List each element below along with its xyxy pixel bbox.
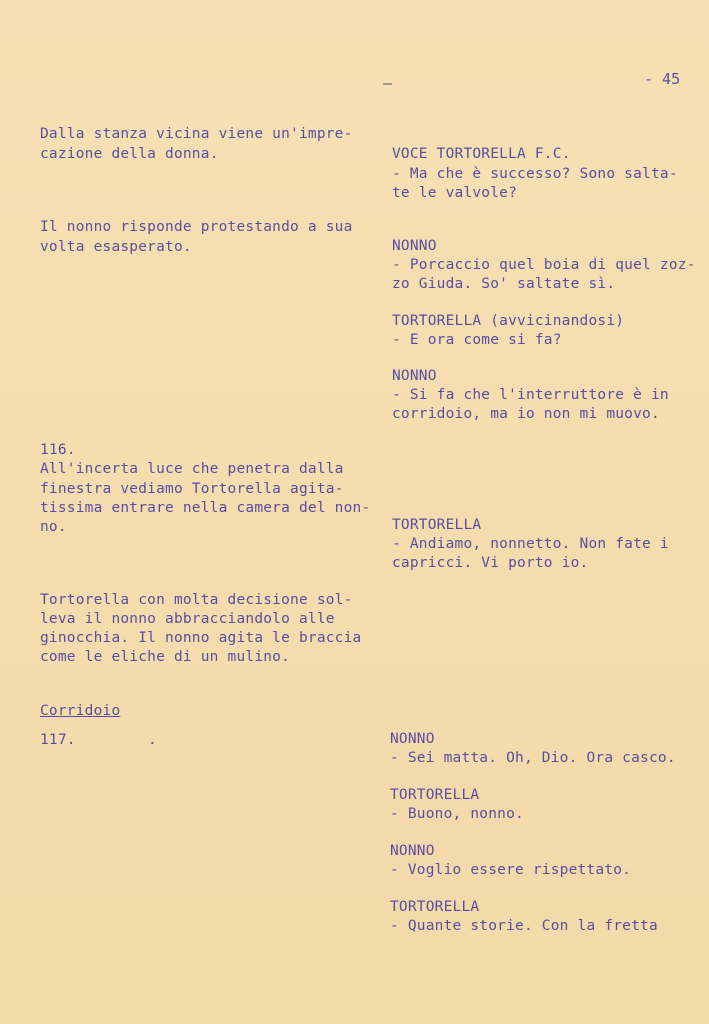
- dialogue-line: te le valvole?: [392, 185, 518, 201]
- action-line: no.: [40, 519, 67, 535]
- action-line: finestra vediamo Tortorella agita-: [40, 481, 344, 497]
- dialogue-line: - Porcaccio quel boia di quel zoz-: [392, 257, 696, 273]
- dialogue-line: capricci. Vi porto io.: [392, 555, 589, 571]
- action-line: come le eliche di un mulino.: [40, 649, 291, 665]
- dialogue-line: zo Giuda. So' saltate sì.: [392, 276, 616, 292]
- character-cue: TORTORELLA: [390, 787, 480, 803]
- action-line: Dalla stanza vicina viene un'impre-: [40, 126, 353, 142]
- character-cue: NONNO: [390, 731, 435, 747]
- character-cue: TORTORELLA: [390, 899, 480, 915]
- dialogue-line: - Sei matta. Oh, Dio. Ora casco.: [390, 750, 676, 766]
- page-number: - 45: [644, 70, 681, 88]
- character-cue: NONNO: [390, 843, 435, 859]
- scene-number: 117.: [40, 732, 76, 748]
- stray-dot: .: [148, 732, 157, 748]
- dialogue-line: - Andiamo, nonnetto. Non fate i: [392, 536, 669, 552]
- location-heading: Corridoio: [40, 703, 121, 719]
- action-line: cazione della donna.: [40, 146, 219, 162]
- dialogue-line: - E ora come si fa?: [392, 332, 562, 348]
- dialogue-line: - Ma che è successo? Sono salta-: [392, 166, 678, 182]
- action-line: Tortorella con molta decisione sol-: [40, 592, 353, 608]
- action-line: All'incerta luce che penetra dalla: [40, 461, 344, 477]
- header-dash: –: [383, 74, 393, 92]
- dialogue-line: - Voglio essere rispettato.: [390, 862, 632, 878]
- character-cue: NONNO: [392, 238, 437, 254]
- character-cue: TORTORELLA (avvicinandosi): [392, 313, 625, 329]
- action-line: leva il nonno abbracciandolo alle: [40, 611, 335, 627]
- dialogue-line: - Buono, nonno.: [390, 806, 524, 822]
- action-line: Il nonno risponde protestando a sua: [40, 219, 353, 235]
- action-line: volta esasperato.: [40, 239, 192, 255]
- dialogue-line: - Quante storie. Con la fretta: [390, 918, 658, 934]
- action-line: ginocchia. Il nonno agita le braccia: [40, 630, 362, 646]
- action-line: tissima entrare nella camera del non-: [40, 500, 371, 516]
- scene-number: 116.: [40, 442, 76, 458]
- character-cue: NONNO: [392, 368, 437, 384]
- character-cue: VOCE TORTORELLA F.C.: [392, 146, 571, 162]
- character-cue: TORTORELLA: [392, 517, 482, 533]
- dialogue-line: corridoio, ma io non mi muovo.: [392, 406, 660, 422]
- dialogue-line: - Si fa che l'interruttore è in: [392, 387, 669, 403]
